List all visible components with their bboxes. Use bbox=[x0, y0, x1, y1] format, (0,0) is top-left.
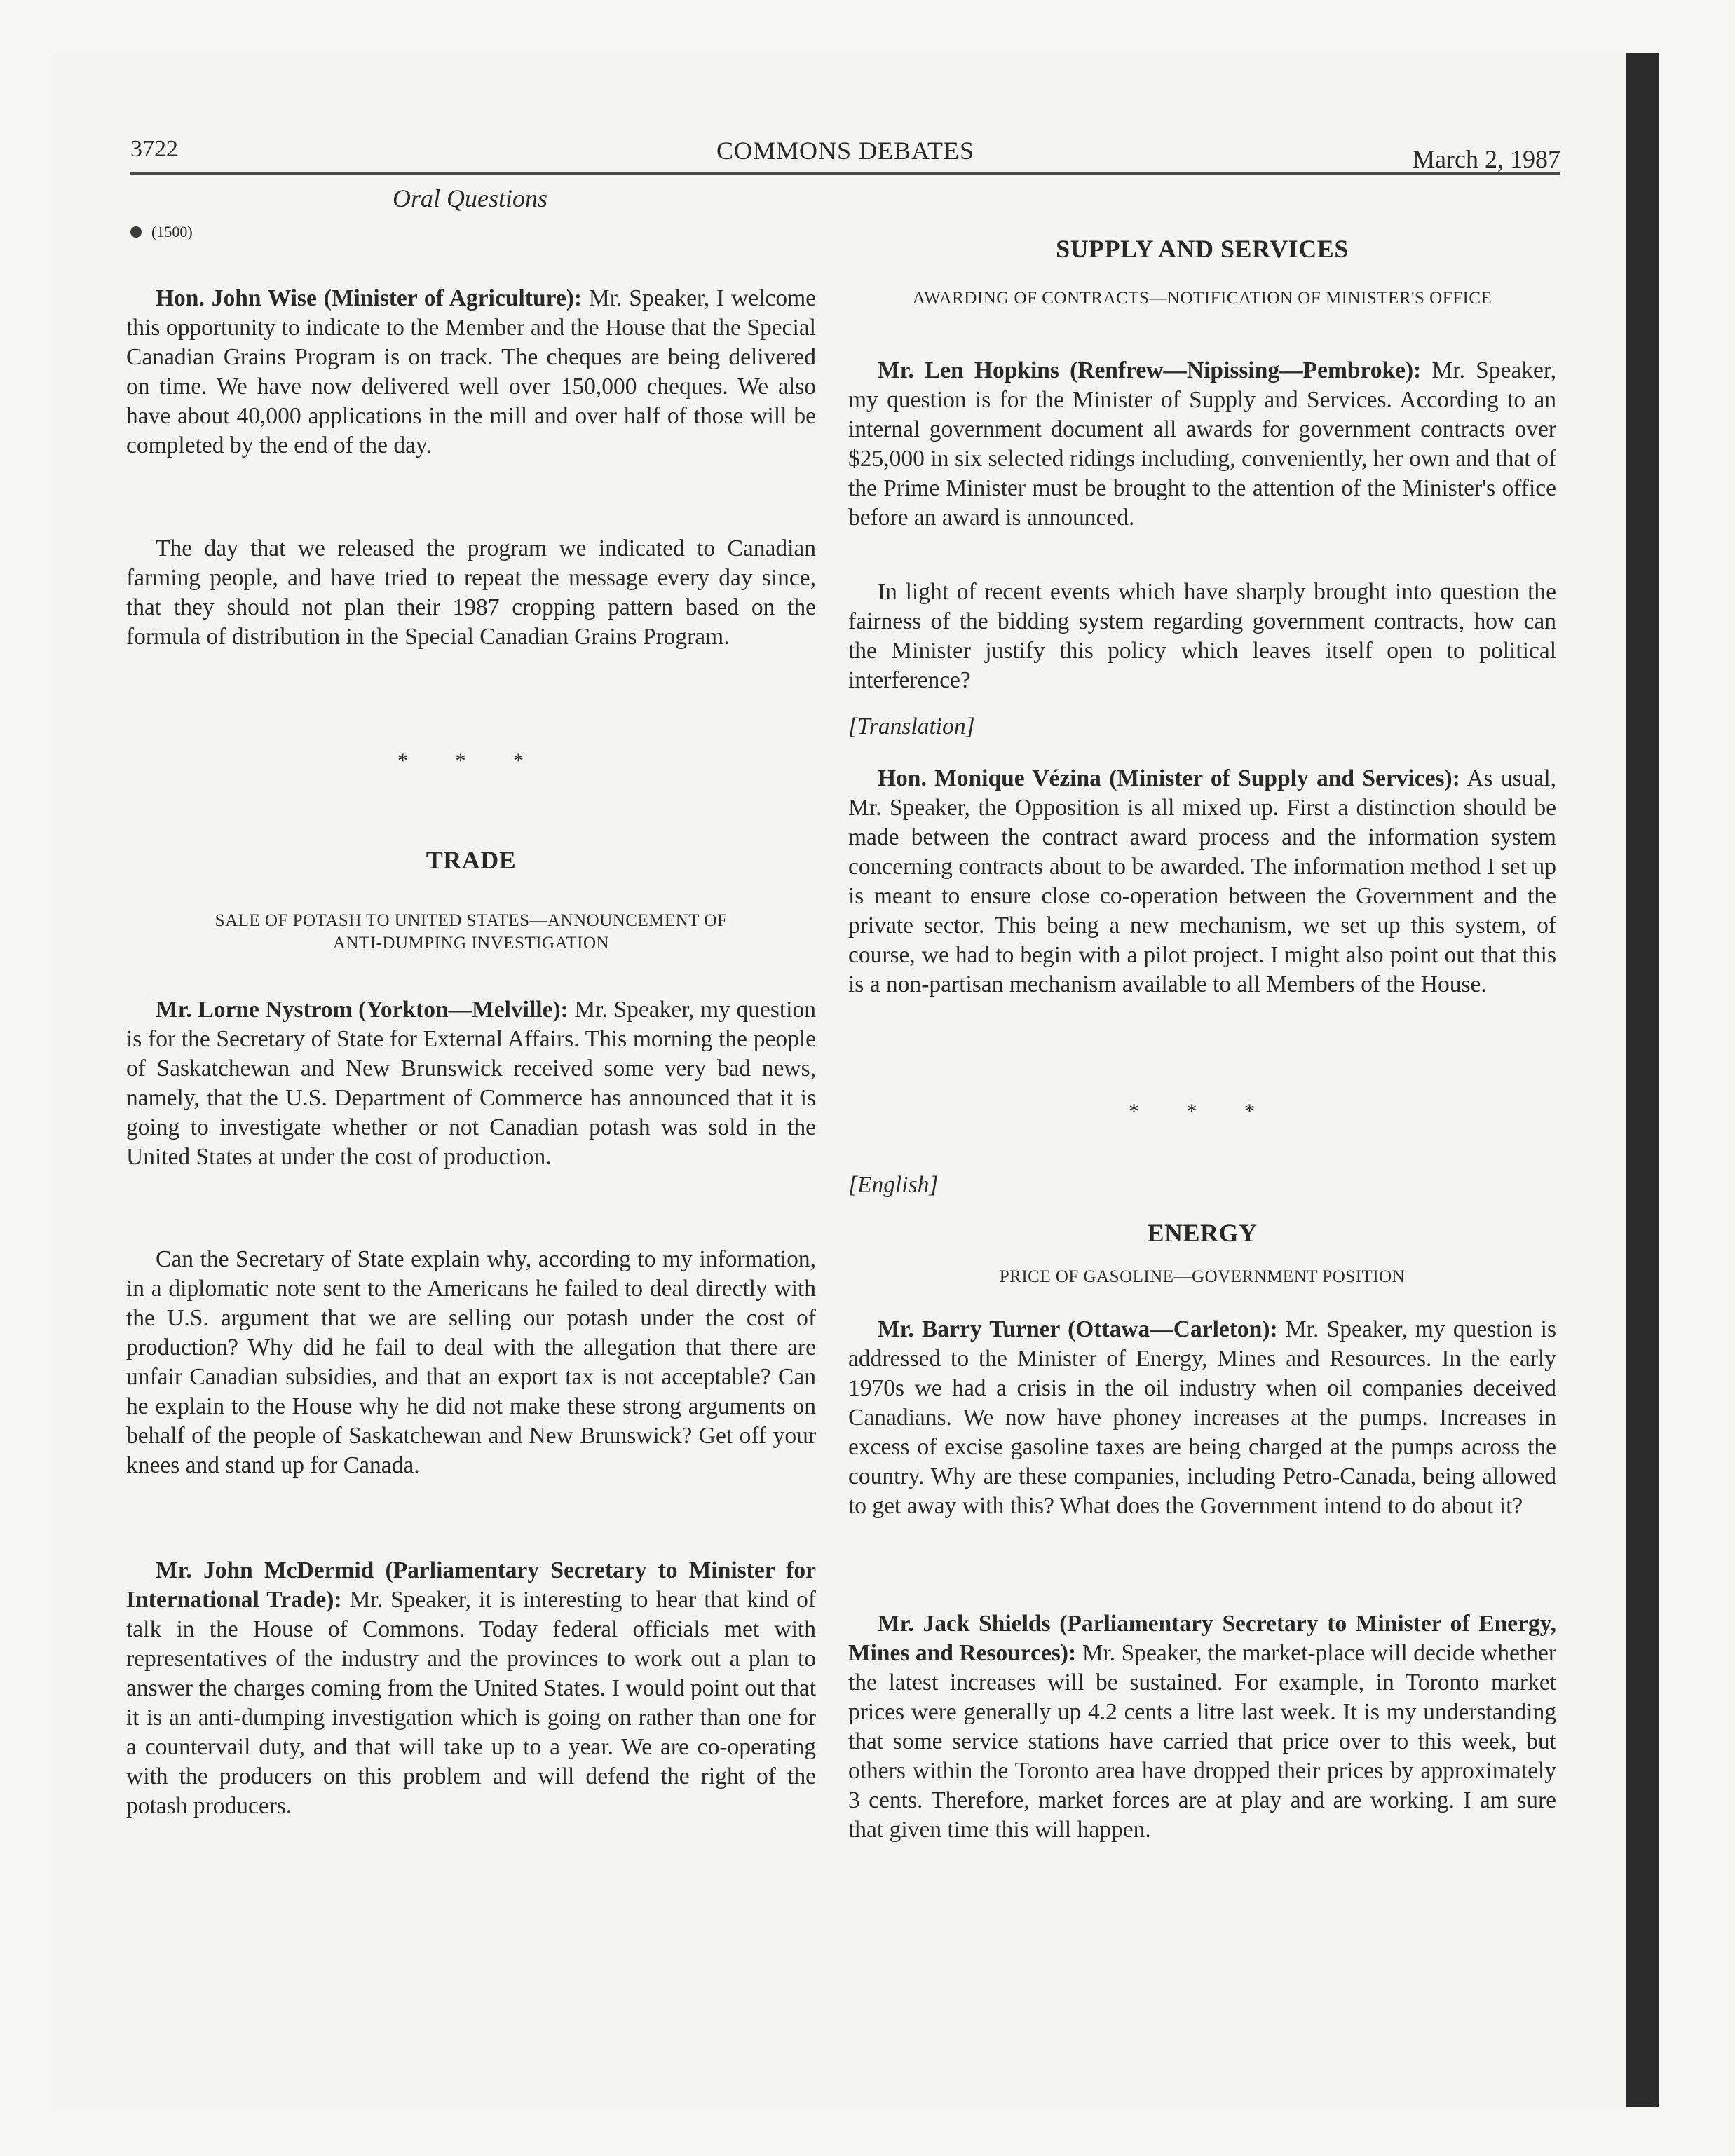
speech-text: Mr. Speaker, my question is for the Secretary of State for External Affairs. This morning the people of Saskatchewan and New Brunswick received some very bad news, namely, that the U.S. Department of Commerce has announced that it is going to investigate whether or not Canadian potash was sold in the United States at under the cost of production. bbox=[126, 997, 816, 1170]
vezina-paragraph bbox=[848, 764, 1556, 999]
trade-heading: TRADE bbox=[426, 846, 517, 874]
vezina-intervention bbox=[848, 764, 1556, 999]
speech-text: Mr. Speaker, it is interesting to hear that kind of talk in the House of Commons. Today federal officials met with representatives of the industry and the provinces to work out a plan to answer the charges coming from the United States. I would point out that it is an anti-dumping investigation which is going on rather than one for a countervail duty, and that will take up to a year. We are co-operating with the producers on this problem and will defend the right of the potash producers. bbox=[126, 1587, 816, 1819]
trade-subheading: SALE OF POTASH TO UNITED STATES—ANNOUNCEMENT OF ANTI-DUMPING INVESTIGATION bbox=[215, 911, 728, 953]
speech-text: Mr. Speaker, my question is addressed to the Minister of Energy, Mines and Resources. In the early 1970s we had a crisis in the oil industry when oil companies deceived Canadians. We now have phoney increases at the pumps. Increases in excess of excise gasoline taxes are being charged at the pumps across the country. Why are these companies, including Petro-Canada, being allowed to get away with this? What does the Government intend to do about it? bbox=[848, 1316, 1556, 1519]
speaker-name: Mr. Barry Turner (Ottawa—Carleton): bbox=[878, 1316, 1278, 1342]
speech-text: Mr. Speaker, my question is for the Minister of Supply and Services. According to an internal government document all awards for government contracts over $25,000 in six selected ridings including, conveniently, her own and that of the Prime Minister must be brought to the attention of the Minister's office before an award is announced. bbox=[848, 357, 1557, 531]
wise-intervention bbox=[126, 284, 816, 460]
section-separator: * * * bbox=[1129, 1100, 1276, 1123]
journal-title: COMMONS DEBATES bbox=[716, 137, 975, 165]
speaker-name: Mr. Len Hopkins (Renfrew—Nipissing—Pembroke): bbox=[878, 357, 1422, 383]
hopkins-paragraph-1 bbox=[848, 356, 1556, 533]
shields-intervention bbox=[848, 1609, 1556, 1845]
supply-subheading: AWARDING OF CONTRACTS—NOTIFICATION OF MINISTER'S OFFICE bbox=[912, 289, 1492, 308]
time-stamp: (1500) bbox=[151, 223, 193, 240]
shields-paragraph bbox=[848, 1609, 1556, 1845]
mcdermid-intervention bbox=[126, 1556, 816, 1821]
wise-paragraph-2: The day that we released the program we indicated to Canadian farming people, and have tried to repeat the message every day since, that they should not plan their 1987 cropping pattern based on the formula of distribution in the Special Canadian Grains Program. bbox=[126, 535, 816, 650]
speech-text: Mr. Speaker, I welcome this opportunity to indicate to the Member and the House that the Special Canadian Grains Program is on track. The cheques are being delivered on time. We have now delivered well over 150,000 cheques. We also have about 40,000 applications in the mill and over half of those will be completed by the end of the day. bbox=[126, 285, 817, 458]
issue-date: March 2, 1987 bbox=[1413, 145, 1560, 173]
speaker-name: Mr. Jack Shields (Parliamentary Secretary to Minister of Energy, Mines and Resources): bbox=[848, 1611, 1556, 1666]
energy-heading: ENERGY bbox=[1147, 1219, 1258, 1247]
hopkins-paragraph-2: In light of recent events which have sharply brought into question the fairness of the bidding system regarding government contracts, how can the Minister justify this policy which leaves itself open to political interference? bbox=[848, 579, 1556, 693]
wise-paragraph-1 bbox=[126, 284, 816, 460]
speaker-name: Hon. John Wise (Minister of Agriculture): bbox=[156, 285, 583, 311]
bullet-icon bbox=[130, 226, 142, 238]
hopkins-paragraph-2-block bbox=[848, 578, 1556, 695]
speaker-name: Hon. Monique Vézina (Minister of Supply and Services): bbox=[878, 765, 1460, 791]
turner-intervention bbox=[848, 1315, 1556, 1521]
nystrom-paragraph-2-block bbox=[126, 1245, 816, 1480]
energy-subheading: PRICE OF GASOLINE—GOVERNMENT POSITION bbox=[999, 1267, 1406, 1286]
speech-text: Mr. Speaker, the market-place will decide whether the latest increases will be sustained. For example, in Toronto market prices were generally up 4.2 cents a litre last week. It is my understanding that some service stations have carried that price over to this week, but others within the Toronto area have dropped their prices by approximately 3 cents. Therefore, market forces are at play and are working. I am sure that given time this will happen. bbox=[848, 1640, 1557, 1843]
speaker-name: Mr. John McDermid (Parliamentary Secretary to Minister for International Trade): bbox=[126, 1557, 816, 1613]
scan-edge-shadow bbox=[1626, 53, 1659, 2107]
turner-paragraph bbox=[848, 1315, 1556, 1521]
speaker-name: Mr. Lorne Nystrom (Yorkton—Melville): bbox=[156, 997, 569, 1023]
nystrom-paragraph-2: Can the Secretary of State explain why, according to my information, in a diplomatic note sent to the Americans he failed to deal directly with the U.S. argument that we are selling our potash under the cost of production? Why did he fail to deal with the allegation that there are unfair Canadian subsidies, and that an export tax is not acceptable? Can he explain to the House why he did not make these strong arguments on behalf of the people of Saskatchewan and New Brunswick? Get off your knees and stand up for Canada. bbox=[126, 1246, 816, 1478]
hopkins-intervention bbox=[848, 356, 1556, 533]
wise-paragraph-2-block bbox=[126, 534, 816, 652]
supply-heading: SUPPLY AND SERVICES bbox=[1056, 235, 1349, 263]
speech-text: As usual, Mr. Speaker, the Opposition is all mixed up. First a distinction should be made between the contract award process and the information system concerning contracts about to be awarded. The information method I set up is meant to ensure close co-operation between the Government and the private sector. This being a new mechanism, we set up this system, of course, we had to begin with a pilot project. I might also point out that this is a non-partisan mechanism available to all Members of the House. bbox=[848, 765, 1556, 997]
nystrom-paragraph-1 bbox=[126, 995, 816, 1172]
page-number: 3722 bbox=[130, 136, 178, 162]
nystrom-intervention bbox=[126, 995, 816, 1172]
section-label: Oral Questions bbox=[393, 184, 548, 212]
time-marker bbox=[130, 223, 193, 241]
mcdermid-paragraph bbox=[126, 1556, 816, 1821]
translation-label: [Translation] bbox=[848, 714, 975, 739]
section-separator: * * * bbox=[397, 749, 545, 772]
running-head bbox=[130, 136, 1560, 175]
english-label: [English] bbox=[848, 1172, 939, 1198]
